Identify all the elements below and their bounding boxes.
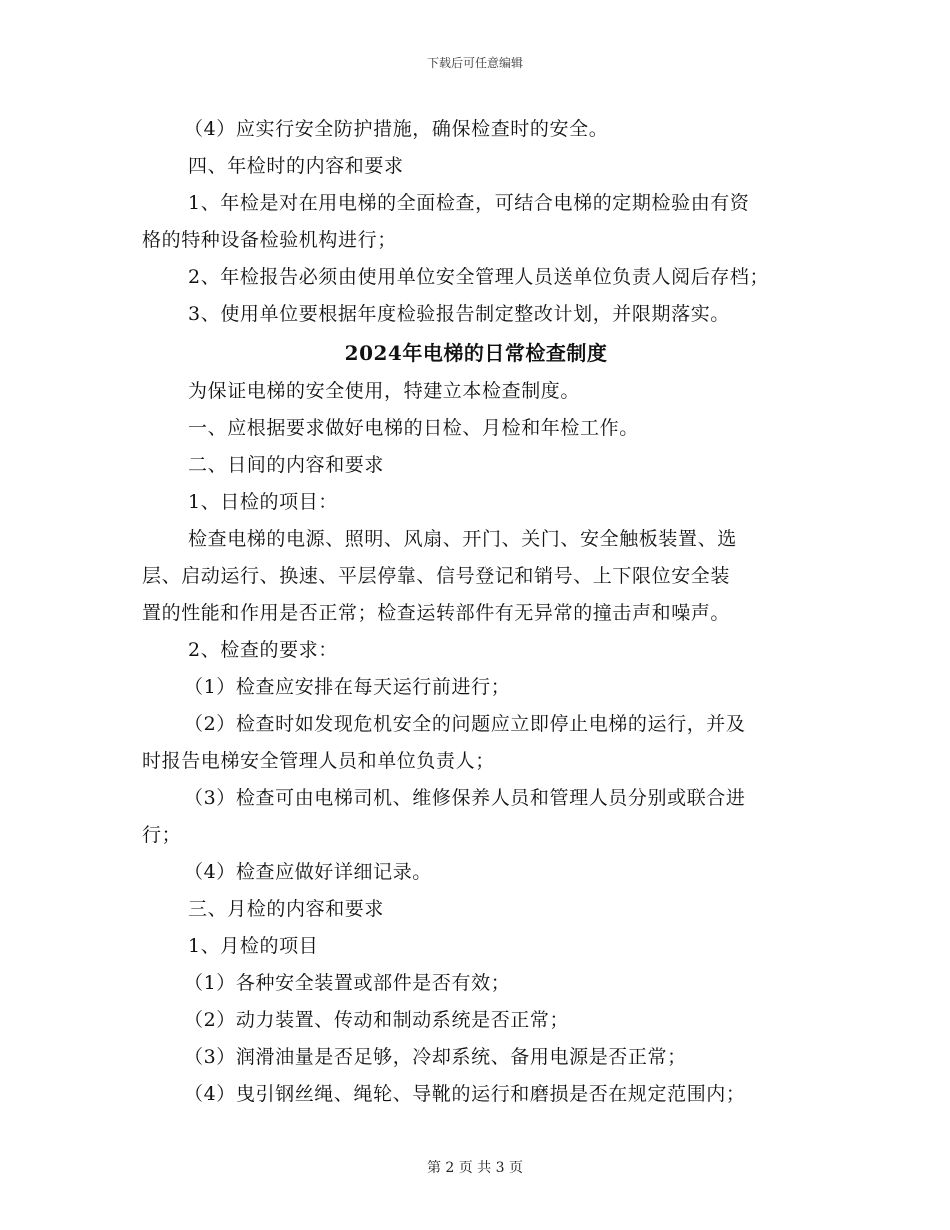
paragraph-line: （4）曳引钢丝绳、绳轮、导靴的运行和磨损是否在规定范围内； [184, 1083, 746, 1105]
paragraph-line: （4）应实行安全防护措施，确保检查时的安全。 [184, 118, 609, 140]
paragraph-line: 1、日检的项目： [188, 491, 338, 513]
paragraph-line: （1）各种安全装置或部件是否有效； [184, 972, 511, 994]
paragraph-line: 2、年检报告必须由使用单位安全管理人员送单位负责人阅后存档； [188, 266, 770, 288]
paragraph-line: 1、年检是对在用电梯的全面检查，可结合电梯的定期检验由有资 [188, 192, 750, 214]
page-header: 下载后可任意编辑 [426, 56, 523, 70]
paragraph-line: （4）检查应做好详细记录。 [184, 861, 432, 883]
paragraph-line: 行； [142, 824, 182, 846]
paragraph-line: （1）检查应安排在每天运行前进行； [184, 676, 511, 698]
paragraph-line: 置的性能和作用是否正常；检查运转部件有无异常的撞击声和噪声。 [142, 602, 731, 624]
section-heading: 一、应根据要求做好电梯的日检、月检和年检工作。 [188, 417, 639, 439]
page-footer: 第 2 页 共 3 页 [426, 1160, 524, 1176]
section-heading: 四、年检时的内容和要求 [188, 155, 404, 177]
paragraph-line: 格的特种设备检验机构进行； [142, 229, 397, 251]
paragraph-line: 层、启动运行、换速、平层停靠、信号登记和销号、上下限位安全装 [142, 565, 731, 587]
document-body [142, 111, 810, 1113]
section-heading: 二、日间的内容和要求 [188, 454, 385, 476]
paragraph-line: 2、检查的要求： [188, 639, 338, 661]
paragraph-line: （3）润滑油量是否足够，冷却系统、备用电源是否正常； [184, 1046, 687, 1068]
paragraph-line: 1、月检的项目 [188, 935, 319, 957]
paragraph-line: （2）动力装置、传动和制动系统是否正常； [184, 1009, 570, 1031]
paragraph-line: 为保证电梯的安全使用，特建立本检查制度。 [188, 380, 581, 402]
section-heading: 三、月检的内容和要求 [188, 898, 385, 920]
paragraph-line: 时报告电梯安全管理人员和单位负责人； [142, 750, 495, 772]
paragraph-line: （3）检查可由电梯司机、维修保养人员和管理人员分别或联合进 [184, 787, 746, 809]
paragraph-line: （2）检查时如发现危机安全的问题应立即停止电梯的运行，并及 [184, 713, 746, 735]
paragraph-line: 3、使用单位要根据年度检验报告制定整改计划，并限期落实。 [188, 303, 730, 325]
document-title: 2024年电梯的日常检查制度 [344, 341, 608, 365]
paragraph-line: 检查电梯的电源、照明、风扇、开门、关门、安全触板装置、选 [188, 528, 737, 550]
